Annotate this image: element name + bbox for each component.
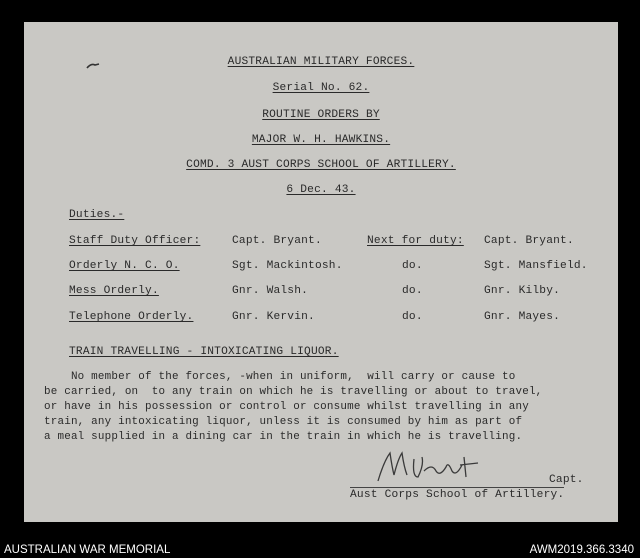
next-person: Gnr. Mayes. — [484, 311, 561, 323]
paragraph-line: be carried, on to any train on which he is travelling or about to travel, — [44, 386, 543, 398]
header-line-3: ROUTINE ORDERS BY — [262, 109, 380, 121]
signature-unit: Aust Corps School of Artillery. — [350, 489, 565, 501]
header-line-5: COMD. 3 AUST CORPS SCHOOL OF ARTILLERY. — [186, 159, 456, 171]
paragraph-line: train, any intoxicating liquor, unless it is consumed by him as part of — [44, 416, 523, 428]
next-label: do. — [402, 311, 423, 323]
next-person: Sgt. Mansfield. — [484, 260, 588, 272]
duty-person: Capt. Bryant. — [232, 235, 322, 247]
next-label: do. — [402, 285, 423, 297]
section-heading: TRAIN TRAVELLING - INTOXICATING LIQUOR. — [69, 346, 339, 358]
duties-heading: Duties.- — [69, 209, 125, 221]
paragraph-line: a meal supplied in a dining car in the train in which he is travelling. — [44, 431, 523, 443]
next-label: do. — [402, 260, 423, 272]
header-line-4: MAJOR W. H. HAWKINS. — [251, 134, 391, 146]
order-date: 6 Dec. 43. — [286, 184, 356, 196]
next-person: Capt. Bryant. — [484, 235, 574, 247]
document-page — [24, 22, 618, 522]
duty-role: Staff Duty Officer: — [69, 235, 201, 247]
duty-role: Orderly N. C. O. — [69, 260, 180, 272]
footer-accession-number: AWM2019.366.3340 — [529, 544, 634, 556]
signature-rank: Capt. — [549, 474, 584, 486]
duty-role: Telephone Orderly. — [69, 311, 194, 323]
footer-credit: AUSTRALIAN WAR MEMORIAL — [4, 544, 171, 556]
duty-person: Gnr. Kervin. — [232, 311, 315, 323]
header-line-1: AUSTRALIAN MILITARY FORCES. — [227, 56, 415, 68]
duty-person: Sgt. Mackintosh. — [232, 260, 343, 272]
paragraph-line: or have in his possession or control or consume whilst travelling in any — [44, 401, 529, 413]
footer-bar — [0, 543, 640, 558]
duty-person: Gnr. Walsh. — [232, 285, 309, 297]
duty-role: Mess Orderly. — [69, 285, 159, 297]
next-label: Next for duty: — [367, 235, 464, 247]
next-person: Gnr. Kilby. — [484, 285, 561, 297]
handwritten-signature — [374, 447, 494, 487]
serial-number: Serial No. 62. — [272, 82, 370, 94]
paragraph-line: No member of the forces, -when in uniform, will carry or cause to — [44, 371, 516, 383]
